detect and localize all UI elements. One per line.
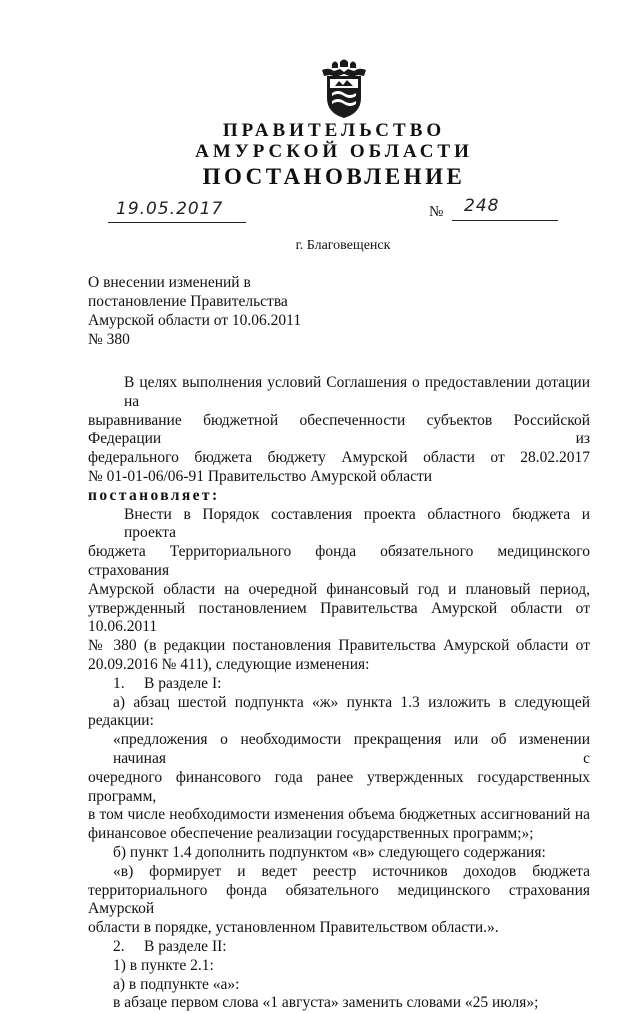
body-line: Амурской области на очередной финансовый год и плановый период, (88, 580, 590, 598)
document-type: ПОСТАНОВЛЕНИЕ (202, 164, 466, 189)
body-line: № 01-01-06/06-91 Правительство Амурской области (88, 467, 433, 485)
quote-line: «в) формирует и ведет реестр источников доходов бюджета (113, 862, 590, 880)
body-line: а) в подпункте «а»: (113, 975, 240, 993)
document-body (88, 374, 590, 1013)
body-line: в абзаце первом слова «1 августа» заменить словами «25 июля»; (113, 994, 539, 1012)
quote-line: финансовое обеспечение реализации государственных программ;»; (88, 825, 534, 843)
body-line: редакции: (88, 712, 154, 730)
section-item-1: 1. В разделе I: (113, 674, 222, 692)
body-line: 20.09.2016 № 411), следующие изменения: (88, 655, 370, 673)
body-line: Внести в Порядок составления проекта областного бюджета и проекта (124, 505, 590, 542)
body-line: выравнивание бюджетной обеспеченности субъектов Российской Федерации из (88, 411, 590, 448)
body-line: бюджета Территориального фонда обязательного медицинского страхования (88, 543, 590, 579)
date-underline (108, 222, 246, 223)
document-date: 19.05.2017 (116, 199, 224, 219)
org-name-line1: ПРАВИТЕЛЬСТВО (222, 120, 446, 141)
subject-line: № 380 (88, 331, 130, 348)
city-name: г. Благовещенск (295, 238, 391, 253)
document-number: 248 (464, 196, 500, 216)
subject-line: Амурской области от 10.06.2011 (88, 312, 302, 329)
body-line: а) абзац шестой подпункта «ж» пункта 1.3 изложить в следующей (113, 693, 590, 711)
subject-line: постановление Правительства (88, 293, 288, 310)
subject-line: О внесении изменений в (88, 274, 251, 291)
quote-line: очередного финансового года ранее утвержденных государственных программ, (88, 768, 590, 805)
document-subject (88, 273, 348, 349)
body-line: № 380 (в редакции постановления Правительства Амурской области от (88, 637, 590, 655)
quote-line: области в порядке, установленном Правительством области.». (88, 919, 499, 937)
body-line: утвержденный постановлением Правительства Амурской области от 10.06.2011 (88, 599, 590, 636)
org-name-line2: АМУРСКОЙ ОБЛАСТИ (195, 141, 473, 162)
number-sign: № (429, 204, 444, 220)
quote-line: в том числе необходимости изменения объема бюджетных ассигнований на (88, 806, 590, 824)
body-line: 1) в пункте 2.1: (113, 956, 214, 974)
body-line: федерального бюджета бюджету Амурской области от 28.02.2017 (88, 449, 590, 467)
body-line: В целях выполнения условий Соглашения о предоставлении дотации на (124, 374, 590, 410)
section-item-2: 2. В разделе II: (113, 937, 227, 955)
coat-of-arms-icon (318, 58, 370, 120)
quote-line: территориального фонда обязательного медицинского страхования Амурской (88, 881, 590, 918)
number-underline (452, 220, 558, 221)
quote-line: «предложения о необходимости прекращения или об изменении начиная с (113, 731, 590, 767)
resolves-clause: постановляет: (88, 486, 220, 504)
body-line: б) пункт 1.4 дополнить подпунктом «в» следующего содержания: (113, 843, 546, 861)
